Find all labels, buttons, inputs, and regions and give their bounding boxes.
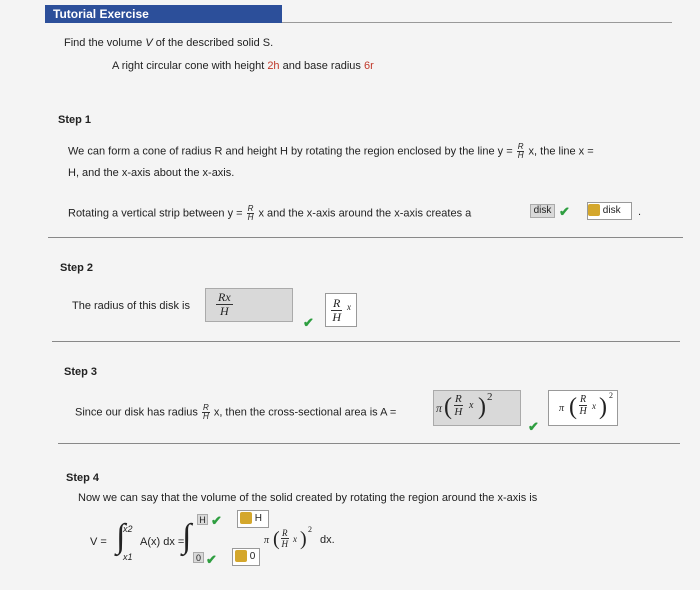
integral-sign-2: ∫	[182, 518, 192, 555]
step3-divider	[58, 443, 680, 444]
step1-check-icon: ✔	[559, 204, 570, 219]
step1-rotating-text: Rotating a vertical strip between y = $\frac{R}{H}$ x and the x-axis around the x-axis creates a	[68, 204, 472, 222]
step1-answer-input[interactable]: disk	[530, 204, 555, 218]
lower-limit-check-icon: ✔	[206, 552, 217, 567]
height-value: 2h	[267, 60, 280, 72]
step4-label: Step 4	[66, 472, 100, 484]
step1-line1: We can form a cone of radius R and height H by rotating the region enclosed by the line y = $\frac{R}{H}$ x, the line x =	[68, 142, 594, 160]
step2-label: Step 2	[60, 262, 94, 274]
step1-period: .	[638, 206, 642, 218]
step2-correct-answer: R H x	[325, 293, 357, 327]
volume-equals: V =	[90, 536, 107, 548]
step1-label: Step 1	[58, 114, 92, 126]
upper-limit-correct: H	[237, 510, 269, 528]
lower-limit-input[interactable]: 0	[193, 552, 204, 563]
step3-text: Since our disk has radius $\frac{R}{H}$ x, then the cross-sectional area is A =	[75, 403, 397, 421]
integrand-area: A(x) dx =	[140, 536, 185, 548]
upper-limit-input[interactable]: H	[197, 514, 208, 525]
step2-text: The radius of this disk is	[72, 300, 190, 312]
pencil-icon	[240, 512, 252, 524]
step4-text: Now we can say that the volume of the solid created by rotating the region around the x-axis is	[78, 492, 538, 504]
problem-description: A right circular cone with height 2h and base radius 6r	[112, 60, 374, 72]
integral-sign-1: ∫	[116, 518, 126, 555]
tutorial-title: Tutorial Exercise	[45, 5, 282, 23]
step3-label: Step 3	[64, 366, 98, 378]
step2-answer-input[interactable]: Rx H	[205, 288, 293, 322]
step3-answer-input[interactable]: π ( R H x ) 2	[433, 390, 521, 426]
step1-line2: H, and the x-axis about the x-axis.	[68, 167, 235, 179]
radius-value: 6r	[363, 60, 374, 72]
integrand-expression: π ( R H x ) 2 dx.	[264, 525, 335, 550]
step3-correct-answer: π ( R H x ) 2	[548, 390, 618, 426]
problem-prompt: Find the volume V of the described solid S.	[64, 37, 274, 49]
step1-divider	[48, 237, 683, 238]
pencil-icon	[588, 204, 600, 216]
step2-divider	[52, 341, 680, 342]
lower-limit-x1: x1	[123, 552, 133, 562]
lower-limit-correct: 0	[232, 548, 260, 566]
upper-limit-x2: x2	[123, 524, 133, 534]
title-divider	[282, 22, 672, 23]
upper-limit-check-icon: ✔	[211, 513, 222, 528]
pencil-icon	[235, 550, 247, 562]
step3-check-icon: ✔	[528, 419, 539, 434]
step2-check-icon: ✔	[303, 315, 314, 330]
step1-correct-answer: disk	[587, 202, 632, 220]
